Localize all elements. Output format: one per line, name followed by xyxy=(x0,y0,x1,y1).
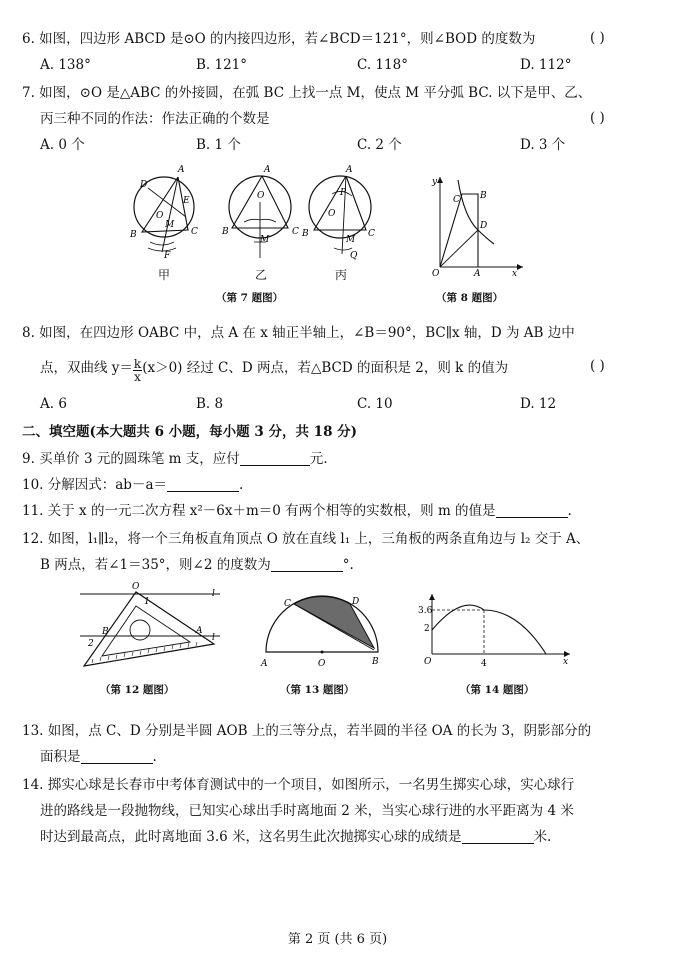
svg-text:2: 2 xyxy=(88,639,94,649)
q14-stem-line2: 进的路线是一段抛物线，已知实心球出手时离地面 2 米，当实心球行进的水平距离为 4 米 xyxy=(40,803,574,819)
svg-text:A: A xyxy=(261,659,268,669)
q12-line2-pre: B 两点，若∠1＝35°，则∠2 的度数为 xyxy=(40,557,271,573)
svg-text:D: D xyxy=(480,221,488,231)
svg-text:C: C xyxy=(453,195,460,205)
q8-line2-pre: 点，双曲线 y＝ xyxy=(40,360,133,376)
svg-text:A: A xyxy=(346,165,353,175)
svg-text:B: B xyxy=(372,657,379,667)
q13-line2-pre: 面积是 xyxy=(40,749,81,765)
svg-text:x: x xyxy=(512,269,518,279)
svg-text:O: O xyxy=(132,582,140,592)
q6-answer-paren: ( ) xyxy=(590,30,605,46)
q6-option-a: A. 138° xyxy=(40,57,91,73)
q8-answer-paren: ( ) xyxy=(590,358,605,374)
q14-y-top-label: 3.6 xyxy=(418,606,433,616)
q13-stem-line2 xyxy=(40,748,157,766)
q9-blank[interactable] xyxy=(240,451,310,466)
svg-text:B: B xyxy=(102,627,109,637)
svg-text:B: B xyxy=(302,229,309,239)
q11-post: . xyxy=(567,503,572,519)
page-footer: 第 2 页 (共 6 页) xyxy=(287,932,388,947)
q7-answer-paren: ( ) xyxy=(590,110,605,126)
q10-pre: 10. 分解因式：ab－a＝ xyxy=(22,477,167,493)
q7-option-d: D. 3 个 xyxy=(520,137,566,153)
q13-line2-post: . xyxy=(152,749,157,765)
q11-stem xyxy=(22,502,572,520)
q14-line3-post: 米. xyxy=(533,829,552,845)
q8-option-d: D. 12 xyxy=(520,396,557,412)
q14-line3-pre: 时达到最高点，此时离地面 3.6 米，这名男生此次抛掷实心球的成绩是 xyxy=(40,829,462,845)
q10-blank[interactable] xyxy=(167,477,239,492)
svg-text:B: B xyxy=(222,227,229,237)
q14-x-axis-label: x xyxy=(563,657,569,667)
svg-text:O: O xyxy=(328,209,336,219)
q7-figure-jia xyxy=(128,162,198,272)
q14-blank[interactable] xyxy=(462,829,534,844)
q7-figure-bing xyxy=(302,162,377,272)
q6-option-c: C. 118° xyxy=(357,57,408,73)
q11-blank[interactable] xyxy=(496,503,568,518)
q7-option-a: A. 0 个 xyxy=(40,137,85,153)
q6-option-d: D. 112° xyxy=(520,57,572,73)
svg-text:P: P xyxy=(340,188,347,198)
q14-stem-line3 xyxy=(40,828,551,846)
svg-text:B: B xyxy=(130,230,137,240)
svg-text:1: 1 xyxy=(144,597,150,607)
q14-figure xyxy=(418,592,578,672)
svg-text:M: M xyxy=(165,220,175,230)
q8-figure-caption: （第 8 题图） xyxy=(436,292,504,304)
q10-stem xyxy=(22,476,243,494)
q8-stem-line1: 8. 如图，在四边形 OABC 中，点 A 在 x 轴正半轴上，∠B＝90°，BC∥x 轴，D 为 AB 边中 xyxy=(22,325,575,341)
svg-text:y: y xyxy=(432,177,438,187)
q8-stem-line2 xyxy=(40,358,508,383)
q8-option-c: C. 10 xyxy=(357,396,393,412)
svg-text:A: A xyxy=(264,165,271,175)
svg-text:C: C xyxy=(292,227,299,237)
svg-text:B: B xyxy=(480,191,487,201)
q7-figure-label-bing: 丙 xyxy=(335,268,348,282)
q12-line2-post: °. xyxy=(342,557,354,573)
q7-stem-line2: 丙三种不同的作法：作法正确的个数是 xyxy=(40,111,270,127)
svg-text:C: C xyxy=(284,599,291,609)
q12-stem-line1: 12. 如图，l₁∥l₂，将一个三角板直角顶点 O 放在直线 l₁ 上，三角板的两条直角边与 l₂ 交于 A、 xyxy=(22,531,590,547)
svg-text:C: C xyxy=(368,229,375,239)
svg-text:O: O xyxy=(318,659,326,669)
q14-figure-caption: （第 14 题图） xyxy=(460,684,535,696)
svg-text:O: O xyxy=(257,191,265,201)
q9-post: 元. xyxy=(309,451,328,467)
q7-figure-label-jia: 甲 xyxy=(158,268,171,282)
q13-figure-caption: （第 13 题图） xyxy=(280,684,355,696)
q12-figure-caption: （第 12 题图） xyxy=(100,684,175,696)
q6-stem: 6. 如图，四边形 ABCD 是⊙O 的内接四边形，若∠BCD＝121°，则∠BOD 的度数为 xyxy=(22,31,536,47)
q8-option-a: A. 6 xyxy=(40,396,67,412)
q9-pre: 9. 买单价 3 元的圆珠笔 m 支，应付 xyxy=(22,451,240,467)
svg-text:O: O xyxy=(156,211,164,221)
q7-option-c: C. 2 个 xyxy=(357,137,402,153)
section-heading-fill-in: 二、填空题(本大题共 6 小题，每小题 3 分，共 18 分) xyxy=(22,424,358,440)
q7-stem-line1: 7. 如图，⊙O 是△ABC 的外接圆，在弧 BC 上找一点 M，使点 M 平分弧 BC. 以下是甲、乙、 xyxy=(22,85,592,101)
q14-x-mark-label: 4 xyxy=(481,659,487,669)
q13-blank[interactable] xyxy=(81,749,153,764)
svg-text:M: M xyxy=(346,235,356,245)
q12-blank[interactable] xyxy=(271,557,343,572)
q8-figure xyxy=(428,172,528,279)
svg-text:A: A xyxy=(178,165,185,175)
svg-text:E: E xyxy=(183,196,190,206)
q12-stem-line2 xyxy=(40,556,354,574)
q8-option-b: B. 8 xyxy=(196,396,224,412)
svg-text:A: A xyxy=(196,626,203,636)
q8-frac-num: k xyxy=(133,357,142,371)
svg-text:M: M xyxy=(260,235,270,245)
q14-y-mid-label: 2 xyxy=(424,624,430,634)
svg-text:l: l xyxy=(212,633,215,643)
q11-pre: 11. 关于 x 的一元二次方程 x²－6x＋m＝0 有两个相等的实数根，则 m 的值是 xyxy=(22,503,496,519)
q7-figure-label-yi: 乙 xyxy=(255,268,268,282)
q13-stem-line1: 13. 如图，点 C、D 分别是半圆 AOB 上的三等分点，若半圆的半径 OA 的长为 3，阴影部分的 xyxy=(22,723,592,739)
q14-origin-label: O xyxy=(424,657,432,667)
q14-stem-line1: 14. 掷实心球是长春市中考体育测试中的一个项目，如图所示，一名男生掷实心球，实心球行 xyxy=(22,777,575,793)
svg-text:O: O xyxy=(432,269,440,279)
q12-figure xyxy=(78,584,228,674)
q8-fraction xyxy=(133,358,142,383)
svg-text:A: A xyxy=(474,269,481,279)
svg-text:D: D xyxy=(140,180,148,190)
q6-option-b: B. 121° xyxy=(196,57,248,73)
svg-text:C: C xyxy=(191,227,198,237)
q7-figure-caption: （第 7 题图） xyxy=(216,292,284,304)
q9-stem xyxy=(22,450,328,468)
q13-figure xyxy=(258,590,388,670)
svg-text:l: l xyxy=(212,589,215,599)
q7-figure-yi xyxy=(222,162,297,272)
svg-text:F: F xyxy=(164,251,171,261)
q7-option-b: B. 1 个 xyxy=(196,137,241,153)
q8-frac-den: x xyxy=(134,370,141,384)
q10-post: . xyxy=(239,477,244,493)
q8-line2-post: (x＞0) 经过 C、D 两点，若△BCD 的面积是 2，则 k 的值为 xyxy=(142,360,509,376)
svg-text:D: D xyxy=(352,597,360,607)
svg-text:Q: Q xyxy=(350,251,358,261)
